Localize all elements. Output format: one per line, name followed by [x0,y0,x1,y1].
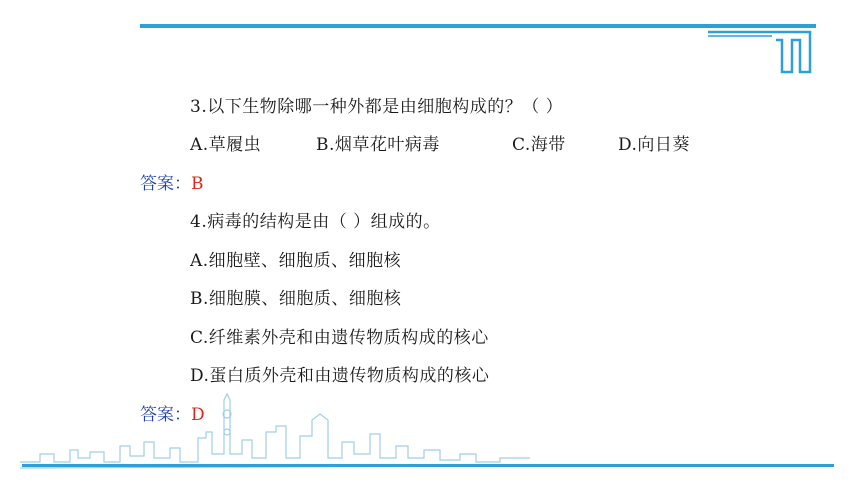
answer-3-value: B [191,174,204,194]
q3-option-a: A.草履虫 [190,135,262,155]
q4-option-a: A.细胞壁、细胞质、细胞核 [190,251,402,271]
question-3: 3.以下生物除哪一种外都是由细胞构成的？（ ） [190,97,564,117]
q3-option-c: C.海带 [512,135,566,155]
city-skyline-icon [20,392,530,472]
q3-option-b: B.烟草花叶病毒 [316,135,440,155]
bottom-divider [22,464,834,467]
answer-3 [140,169,204,194]
question-3-options [190,130,690,155]
q3-option-d: D.向日葵 [618,135,690,155]
q4-option-c: C.纤维素外壳和由遗传物质构成的核心 [190,328,489,348]
answer-4-value: D [191,405,205,425]
answer-4-label: 答案： [140,405,191,425]
answer-3-label: 答案： [140,174,191,194]
q4-option-d: D.蛋白质外壳和由遗传物质构成的核心 [190,366,490,386]
corner-decoration-icon [706,26,818,76]
question-4: 4.病毒的结构是由（ ）组成的。 [190,212,441,232]
q4-option-b: B.细胞膜、细胞质、细胞核 [190,289,402,309]
